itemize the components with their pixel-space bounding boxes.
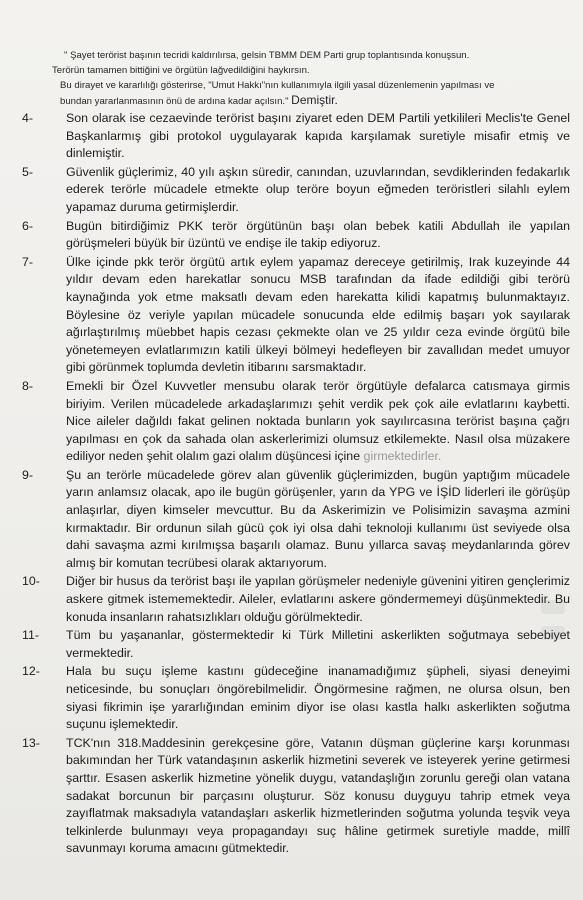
item-text-faded: girmektedirler.: [363, 449, 442, 464]
quote-line-1: " Şayet terörist başının tecridi kaldırılırsa, gelsin TBMM DEM Parti grup toplantısında konuşsun.: [64, 50, 470, 61]
quote-closing: Demiştir.: [291, 93, 338, 107]
item-text: Şu an terörle mücadelede görev alan güvenlik güçlerimizden, bugün yaptığım mücadele yarın anlamsız olacak, apo ile bugün görüşenler, yarın da YPG ve İŞİD liderleri ile görüşüp anlaşırlar, diyen kimseler mevcuttur. Bu da Askerimizin ve Polisimizin savaşma azmini kırmaktadır. Bir ordunun silah gücü çok iyi olsa dahi teknoloji kullanımı üst seviyede olsa dahi savaşma azmi kırılmışsa başarılı olamaz. Bunu yıllarca savaş meydanlarında görev almış bir komutan tecrübesi olarak aktarıyorum.: [66, 467, 570, 570]
list-item-7: [22, 254, 570, 377]
list-item-6: [22, 218, 570, 253]
item-number: 8-: [22, 378, 34, 393]
quoted-statement: [52, 48, 562, 109]
item-text: Güvenlik güçlerimiz, 40 yılı aşkın süredir, canından, uzuvlarından, sevdiklerinden fedakarlık ederek terörle mücadele etmekte olup teröre boyun eğmeden teröristleri silahlı eylem yapamaz duruma getirmişlerdir.: [66, 164, 570, 214]
list-item-13: [22, 735, 570, 858]
item-text: TCK'nın 318.Maddesinin gerekçesine göre, Vatanın düşman güçlerine karşı korunması bakımından her Türk vatandaşının askerlik hizmetini severek ve isteyerek yerine getirmesi şarttır. Esasen askerlik hizmetine yönelik duygu, vatandaşlığın zorunlu gereği olan vatana sadakat borcunun bir parçasını oluşturur. Söz konusu duyguyu tahrip etmek veya zayıflatmak maksadıyla vatandaşları askerlik hizmetlerinden soğutma yolunda teşvik veya telkinlerde bulunmayı veya propagandayı suç hâline getirmek suretiyle madde, millî savunmayı koruma amacını gütmektedir.: [66, 735, 570, 856]
item-number: 10-: [22, 574, 40, 589]
list-item-4: [22, 110, 570, 163]
list-item-9: [22, 467, 570, 573]
list-item-12: [22, 663, 570, 733]
list-item-11: [22, 627, 570, 662]
item-text: Ülke içinde pkk terör örgütü artık eylem yapamaz dereceye getirilmiş, Irak kuzeyinde 44 yıldır devam eden harekatlar sonucu MSB tarafından da ifade edildiği gibi terörü kaynağında yok etme maksatlı devam eden harekatta kilidi kapatmış bulunmaktayız. Böylesine öz veriyle yapılan mücadele sonucunda elde edilmiş başarı yok sayılarak ağırlaştırılmış müebbet hapis cezası çekmekte olan ve 25 yıldır ceza evinde örgütü bile yönetemeyen evlatlarımızın katili ülkeyi bölmeyi hedefleyen bir zavallıdan medet umuyor gibi görünmek toplumda devletin itibarını sarsmaktadır.: [66, 254, 570, 375]
item-text: Son olarak ise cezaevinde terörist başını ziyaret eden DEM Partili yetkilileri Meclis'te Genel Başkanlarmış gibi protokol uygulayarak kapıda karşılamak suretiyle misafir etmiş ve dinlemiştir.: [66, 111, 570, 161]
item-number: 9-: [22, 467, 34, 482]
item-number: 11-: [22, 628, 39, 643]
item-number: 6-: [22, 218, 34, 233]
list-item-5: [22, 164, 570, 217]
item-text: Hala bu suçu işleme kastını güdeceğine inanamadığımız şüpheli, siyasi deneyimi neticesinde, bu sonuçları öngörebilmelidir. Öngörmesine rağmen, ne olursa olsun, ben siyasi fikrimin işe yararlığından eminim diyor ise olası kastla halkı askerlikten soğutma suçunu işlemektedir.: [66, 664, 570, 732]
item-number: 13-: [22, 735, 40, 750]
numbered-list: [22, 110, 570, 859]
list-item-8: [22, 378, 570, 466]
item-text-block: [66, 378, 570, 466]
item-text: Bugün bitirdiğimiz PKK terör örgütünün başı olan bebek katili Abdullah ile yapılan görüşmeleri büyük bir üzüntü ve endişe ile takip ediyoruz.: [66, 218, 570, 251]
item-number: 5-: [22, 164, 34, 179]
item-number: 12-: [22, 664, 40, 679]
quote-line-3: Bu dirayet ve kararlılığı gösterirse, "Umut Hakkı"nın kullanımıyla ilgili yasal düzenlemenin yapılması ve: [60, 80, 495, 91]
item-text: Tüm bu yaşananlar, göstermektedir ki Türk Milletini askerlikten soğutmaya sebebiyet vermektedir.: [66, 628, 570, 660]
item-number: 4-: [22, 111, 34, 125]
item-number: 7-: [22, 254, 34, 269]
quote-line-2: Terörün tamamen bittiğini ve örgütün lağvedildiğini haykırsın.: [52, 65, 310, 76]
quote-line-4: [52, 93, 562, 109]
faint-margin-stamp: [541, 600, 565, 614]
quote-line-4-text: bundan yararlanmasının önü de ardına kadar açılsın.": [60, 96, 289, 107]
item-text: Emekli bir Özel Kuvvetler mensubu olarak terör örgütüyle defalarca catısmaya girmis biriyim. Verilen mücadelede arkadaşlarımızı şehit verdik pek çok aile evlatlarını kaybetti. Nice aileler dağıldı fakat gelinen noktada bunların yok sayılırcasına terörist başına çağrı yapılması en çok da sahada olan askerlerimizi olumsuz etkilemekte. Nasıl olsa müzakere ediliyor neden şehit olalım gazi olalım düşüncesi içine: [66, 378, 570, 464]
item-text: Diğer bir husus da terörist başı ile yapılan görüşmeler nedeniyle güvenini yitiren gençlerimiz askere gitmek istememektedir. Aileler, evlatlarını askere göndermemeyi düşünmektedir. Bu konuda insanların rahatsızlıkları olduğu görülmektedir.: [66, 574, 570, 624]
faint-margin-stamp: [541, 626, 565, 640]
list-item-10: [22, 573, 570, 626]
